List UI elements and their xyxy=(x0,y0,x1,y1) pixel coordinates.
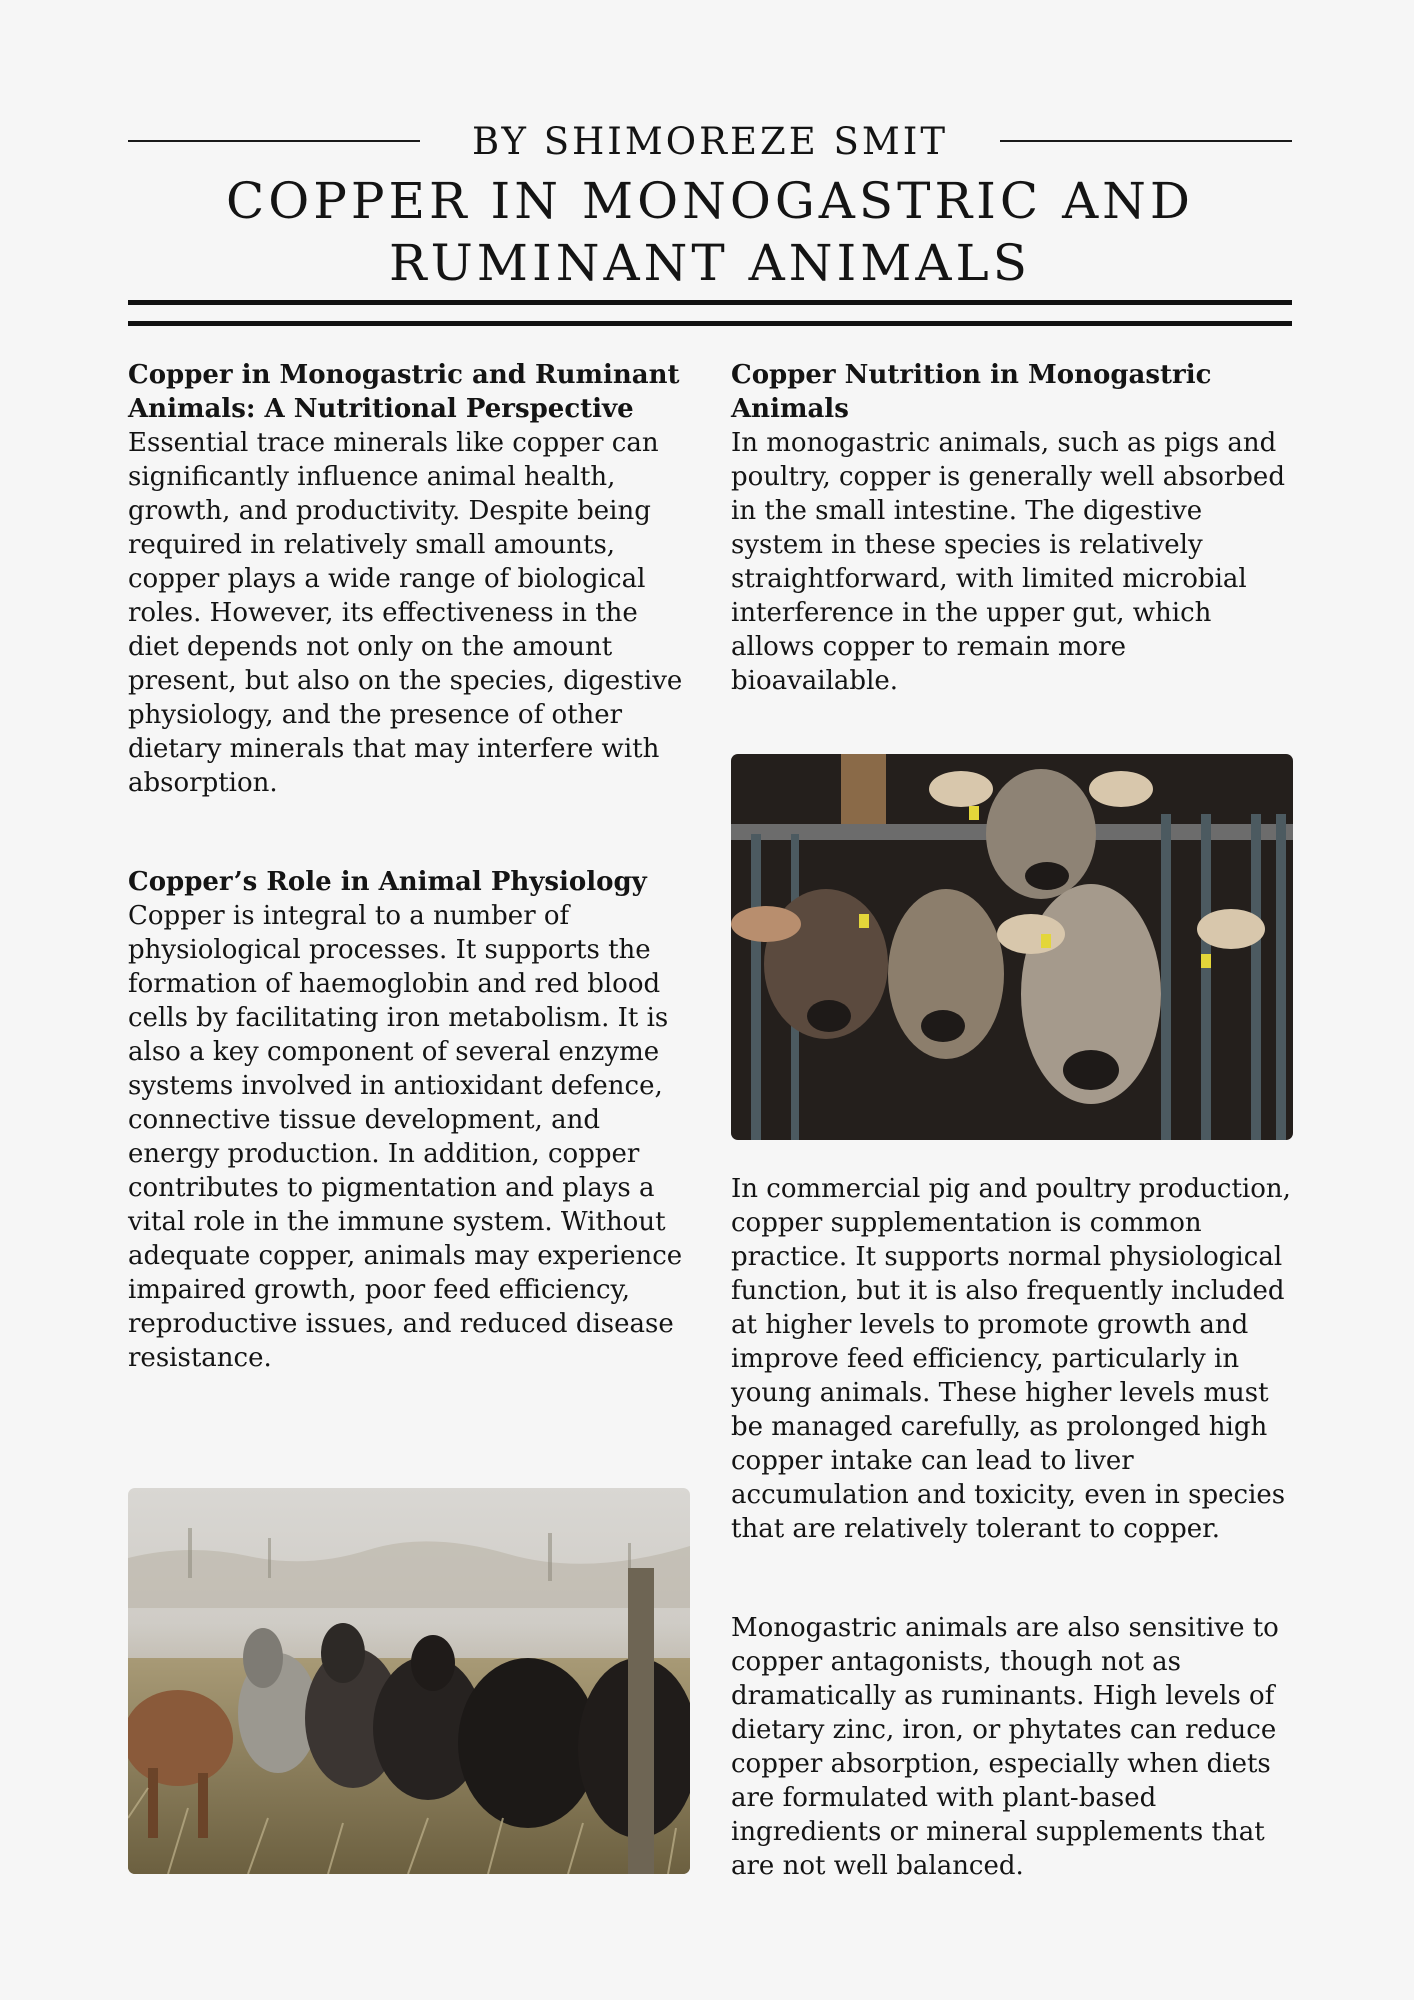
section-heading: Copper’s Role in Animal Physiology xyxy=(128,867,647,897)
byline: BY SHIMOREZE SMIT xyxy=(471,119,949,163)
section-body: Copper is integral to a number of physiological processes. It supports the formation of haemoglobin and red blood cells by facilitating iron metabolism. It is also a key component of several enzyme systems involved in antioxidant defence, connective tissue development, and energy production. In addition, copper contributes to pigmentation and plays a vital role in the immune system. Without adequate copper, animals may experience impaired growth, poor feed efficiency, reproductive issues, and reduced disease resistance. xyxy=(128,901,683,1373)
section-body: In commercial pig and poultry production, copper supplementation is common practice. It supports normal physiological function, but it is also frequently included at higher levels to promote growth and improve feed efficiency, particularly in young animals. These higher levels must be managed carefully, as prolonged high copper intake can lead to liver accumulation and toxicity, even in species that are relatively tolerant to copper. xyxy=(731,1174,1291,1544)
byline-rule-right xyxy=(1000,140,1292,142)
section-intro xyxy=(128,358,694,800)
section-body: Monogastric animals are also sensitive to copper antagonists, though not as dramatically as ruminants. High levels of dietary zinc, iron, or phytates can reduce copper absorption, especially when diets are formulated with plant-based ingredients or mineral supplements that are not well balanced. xyxy=(731,1613,1279,1881)
section-physiology xyxy=(128,865,694,1375)
cows-feeding-photo xyxy=(731,754,1293,1140)
cattle-field-photo xyxy=(128,1488,690,1874)
byline-rule-left xyxy=(128,140,420,142)
byline-row xyxy=(128,116,1292,166)
section-antagonists xyxy=(731,1611,1297,1883)
section-body: In monogastric animals, such as pigs and poultry, copper is generally well absorbed in the small intestine. The digestive system in these species is relatively straightforward, with limited microbial interference in the upper gut, which allows copper to remain more bioavailable. xyxy=(731,428,1285,696)
article-title: COPPER IN MONOGASTRIC AND RUMINANT ANIMALS xyxy=(225,172,1195,292)
section-commercial xyxy=(731,1172,1297,1546)
title-rule-bottom xyxy=(128,321,1292,326)
section-heading: Copper in Monogastric and Ruminant Animals: A Nutritional Perspective xyxy=(128,360,680,424)
section-heading: Copper Nutrition in Monogastric Animals xyxy=(731,360,1212,424)
title-rule-top xyxy=(128,300,1292,305)
section-body: Essential trace minerals like copper can significantly influence animal health, growth, and productivity. Despite being required in relatively small amounts, copper plays a wide range of biological roles. However, its effectiveness in the diet depends not only on the amount present, but also on the species, digestive physiology, and the presence of other dietary minerals that may interfere with absorption. xyxy=(128,428,683,798)
section-monogastric xyxy=(731,358,1297,698)
